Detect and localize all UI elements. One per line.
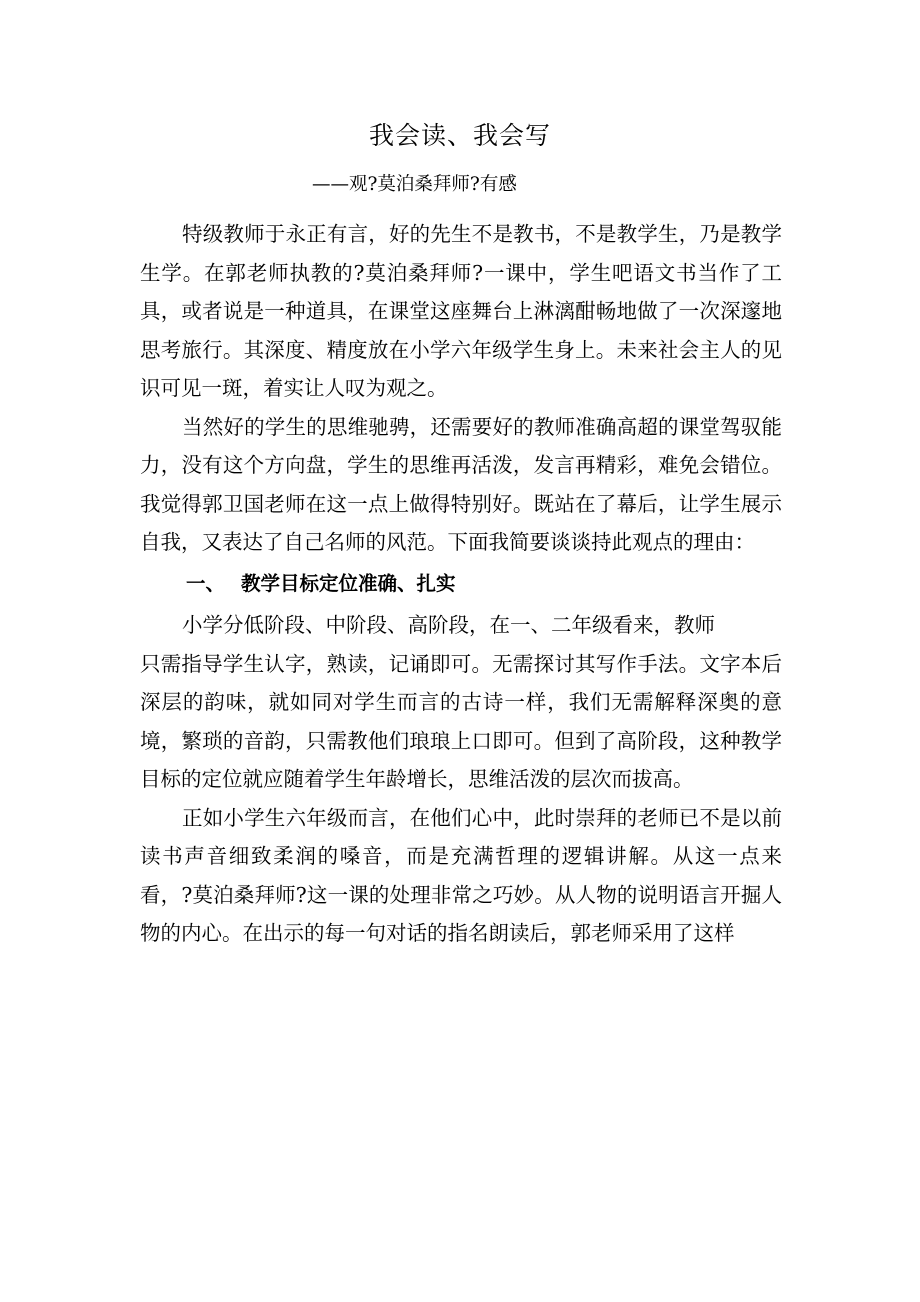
paragraph-3 [140,606,782,799]
paragraph-1: 特级教师于永正有言，好的先生不是教书，不是教学生，乃是教学生学。在郭老师执教的?莫泊桑拜师?一课中，学生吧语文书当作了工具，或者说是一种道具，在课堂这座舞台上淋漓酣畅地做了一次深邃地思考旅行。其深度、精度放在小学六年级学生身上。未来社会主人的见识可见一斑，着实让人叹为观之。 [140,222,782,400]
document-subtitle: ——观?莫泊桑拜师?有感 [312,174,517,195]
paragraph-3-rest: 只需指导学生认字，熟读，记诵即可。无需探讨其写作手法。文字本后深层的韵味，就如同对学生而言的古诗一样，我们无需解释深奥的意境，繁琐的音韵，只需教他们琅琅上口即可。但到了高阶段，这种教学目标的定位就应随着学生年龄增长，思维活泼的层次而拔高。 [140,651,782,791]
section-number: 一、 [186,571,226,595]
paragraph-4: 正如小学生六年级而言，在他们心中，此时崇拜的老师已不是以前读书声音细致柔润的嗓音，而是充满哲理的逻辑讲解。从这一点来看，?莫泊桑拜师?这一课的处理非常之巧妙。从人物的说明语言开掘人物的内心。在出示的每一句对话的指名朗读后，郭老师采用了这样 [140,805,782,945]
section-heading-1 [140,565,782,604]
section-title: 教学目标定位准确、扎实 [241,571,456,595]
paragraph-2: 当然好的学生的思维驰骋，还需要好的教师准确高超的课堂驾驭能力，没有这个方向盘，学生的思维再活泼，发言再精彩，难免会错位。我觉得郭卫国老师在这一点上做得特别好。既站在了幕后，让学生展示自我，又表达了自己名师的风范。下面我简要谈谈持此观点的理由： [140,414,782,554]
document-body [140,215,782,953]
paragraph-3-line-1: 小学分低阶段、中阶段、高阶段，在一、二年级看来，教师 [182,613,715,637]
document-title: 我会读、我会写 [368,121,551,150]
